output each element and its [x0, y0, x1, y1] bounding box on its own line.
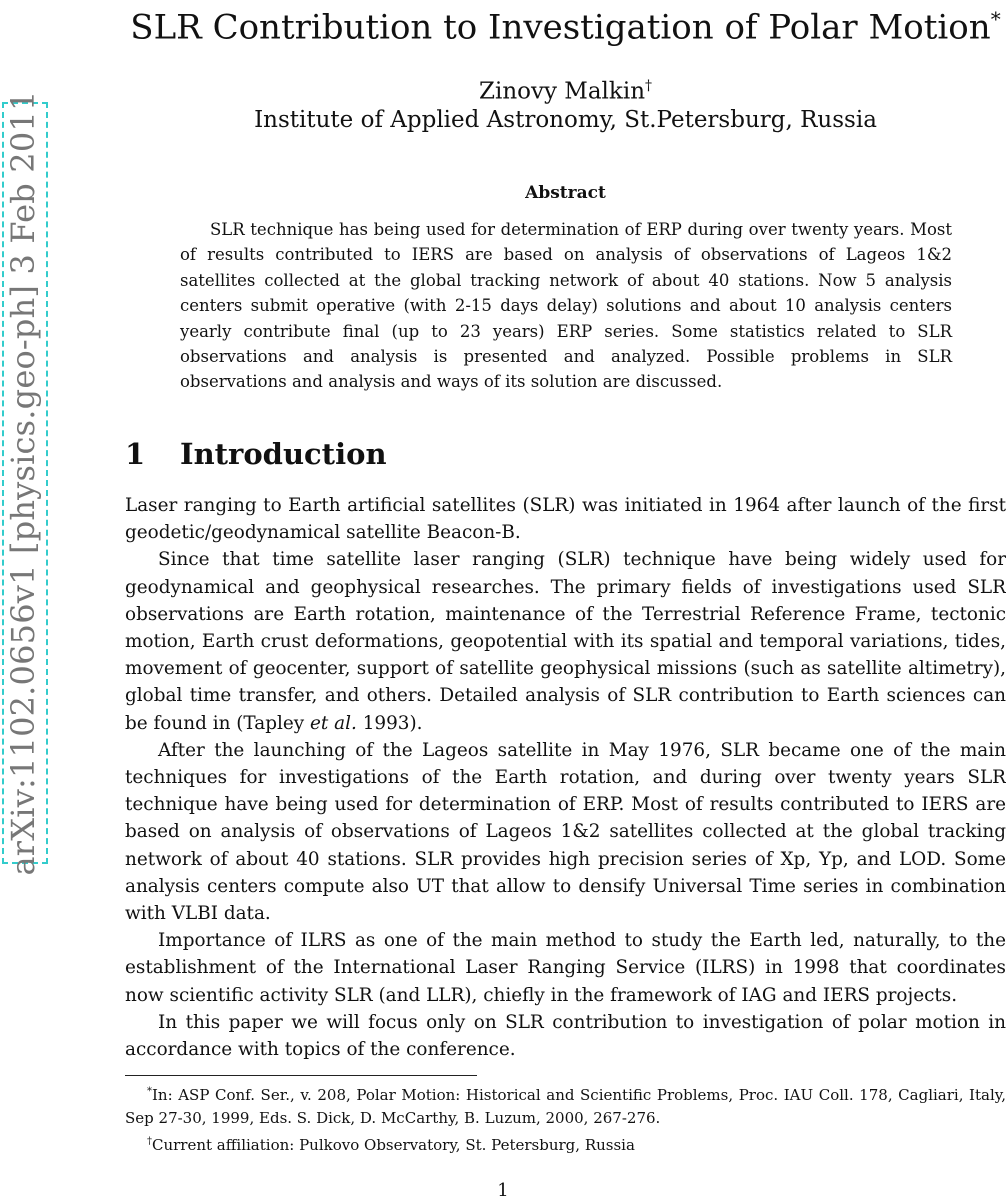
footnote	[125, 1130, 1006, 1157]
section-heading	[125, 435, 387, 473]
section-body	[125, 492, 1006, 1063]
author-name	[125, 71, 1006, 107]
paper-title-text: SLR Contribution to Investigation of Polar Motion	[130, 7, 991, 48]
footnote	[125, 1080, 1006, 1130]
footnote-divider	[125, 1075, 477, 1076]
author-footnote-mark: †	[645, 78, 653, 94]
citation-year: 1993).	[362, 712, 423, 734]
author-name-text: Zinovy Malkin	[478, 78, 646, 105]
section-title: Introduction	[180, 437, 387, 471]
body-paragraph: In this paper we will focus only on SLR contribution to investigation of polar motion in accordance with topics of the conference.	[125, 1011, 1006, 1061]
abstract-text: SLR technique has being used for determination of ERP during over twenty years. Most of results contributed to IERS are based on analysis of observations of Lageos 1&2 satellites collected at the global tracking network of about 40 stations. Now 5 analysis centers submit operative (with 2-15 days delay) solutions and about 10 analysis centers yearly contribute final (up to 23 years) ERP series. Some statistics related to SLR observations and analysis is presented and analyzed. Possible problems in SLR observations and analysis and ways of its solution are discussed.	[180, 220, 952, 392]
footnote-text: In: ASP Conf. Ser., v. 208, Polar Motion: Historical and Scientific Problems, Proc. IAU Coll. 178, Cagliari, Italy, Sep 27-30, 1999, Eds. S. Dick, D. McCarthy, B. Luzum, 2000, 267-276.	[125, 1086, 1006, 1127]
page-number: 1	[497, 1180, 509, 1201]
footnotes	[125, 1080, 1006, 1157]
body-paragraph: After the launching of the Lageos satellite in May 1976, SLR became one of the main techniques for investigations of the Earth rotation, and during over twenty years SLR technique have being used for determination of ERP. Most of results contributed to IERS are based on analysis of observations of Lageos 1&2 satellites collected at the global tracking network of about 40 stations. SLR provides high precision series of Xp, Yp, and LOD. Some analysis centers compute also UT that allow to densify Universal Time series in combination with VLBI data.	[125, 739, 1006, 925]
footnote-text: Current affiliation: Pulkovo Observatory, St. Petersburg, Russia	[152, 1136, 635, 1154]
body-paragraph: Laser ranging to Earth artificial satellites (SLR) was initiated in 1964 after launch of the first geodetic/geodynamical satellite Beacon-B.	[125, 495, 1006, 544]
body-paragraph: Importance of ILRS as one of the main method to study the Earth led, naturally, to the establishment of the International Laser Ranging Service (ILRS) in 1998 that coordinates now scientific activity SLR (and LLR), chiefly in the framework of IAG and IERS projects.	[125, 930, 1006, 1006]
section-number: 1	[125, 437, 146, 471]
paper-title	[125, 0, 1006, 46]
footnote-mark: *	[147, 1086, 152, 1097]
arxiv-identifier: arXiv:1102.0656v1 [physics.geo-ph] 3 Feb 2011	[4, 90, 42, 876]
title-footnote-mark: *	[990, 7, 1001, 31]
footnote-mark: †	[147, 1136, 152, 1147]
abstract-heading: Abstract	[525, 183, 606, 203]
body-paragraph-text: Since that time satellite laser ranging (SLR) technique have being widely used for geodynamical and geophysical researches. The primary fields of investigations used SLR observations are Earth rotation, maintenance of the Terrestrial Reference Frame, tectonic motion, Earth crust deformations, geopotential with its spatial and temporal variations, tides, movement of geocenter, support of satellite geophysical missions (such as satellite altimetry), global time transfer, and others. Detailed analysis of SLR contribution to Earth sciences can be found in (Tapley	[125, 549, 1006, 734]
author-affiliation: Institute of Applied Astronomy, St.Petersburg, Russia	[254, 107, 877, 133]
body-paragraph	[125, 546, 1006, 736]
citation-etal: et al.	[310, 712, 357, 734]
